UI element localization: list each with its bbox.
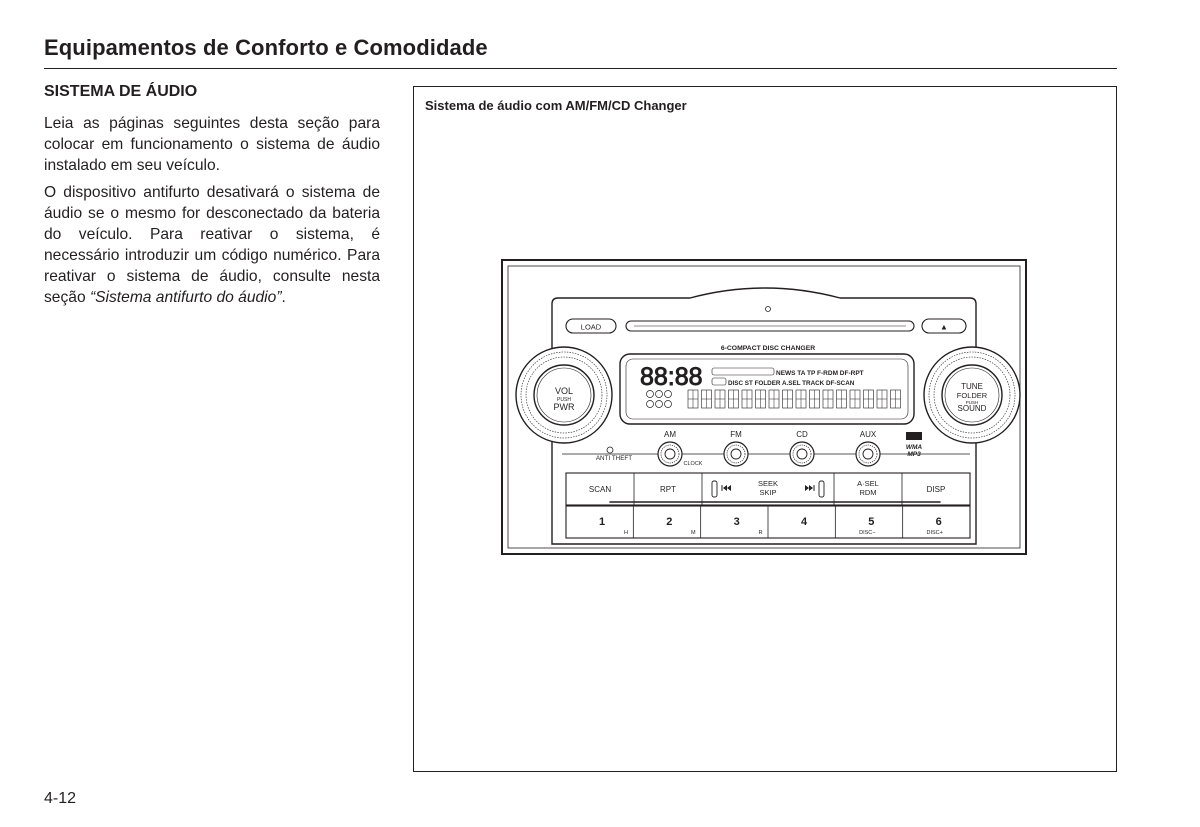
- skip-label: SKIP: [759, 488, 777, 497]
- rdm-label: RDM: [859, 488, 877, 497]
- page-title: Equipamentos de Conforto e Comodidade: [44, 35, 488, 60]
- display-indicators-row2: DISC ST FOLDER A.SEL TRACK DF-SCAN: [728, 380, 855, 387]
- preset-sublabel-5: DISC−: [859, 530, 876, 536]
- clock-digits: 88:88: [640, 363, 703, 391]
- preset-sublabel-6: DISC+: [926, 530, 943, 536]
- anti-theft-paragraph-text: O dispositivo antifurto desativará o sistema de áudio se o mesmo for desconectado da bateria do veículo. Para reativar o sistema, é necessário introduzir um código numérico. Para reativar o sistema de áudio, consulte nesta seção: [44, 184, 380, 306]
- display-indicators-row1: NEWS TA TP F-RDM DF-RPT: [776, 370, 864, 377]
- radio-illustration: [500, 258, 1030, 558]
- preset-buttons: [566, 506, 970, 538]
- vol-push-label: PUSH: [557, 397, 571, 403]
- vol-label: VOL: [554, 386, 574, 396]
- preset-number-1: 1: [598, 516, 606, 528]
- changer-label: 6-COMPACT DISC CHANGER: [720, 345, 816, 352]
- sound-label: SOUND: [957, 404, 987, 413]
- asel-label: A·SEL: [857, 479, 879, 488]
- disp-label: DISP: [926, 485, 946, 494]
- tune-label: TUNE: [961, 382, 983, 391]
- anti-theft-paragraph-end: .: [281, 289, 286, 306]
- pwr-label: PWR: [553, 402, 575, 412]
- tune-push-label: PUSH: [965, 400, 979, 405]
- mode-button-am[interactable]: [658, 442, 682, 466]
- mode-label-am: AM: [664, 430, 676, 439]
- preset-sublabel-3: R: [758, 530, 763, 536]
- preset-number-4: 4: [800, 516, 808, 528]
- mode-button-cd[interactable]: [790, 442, 814, 466]
- mp3-badge: MP3: [907, 451, 921, 458]
- anti-theft-reference: “Sistema antifurto do áudio”: [89, 289, 282, 306]
- mode-label-cd: CD: [796, 430, 808, 439]
- preset-sublabel-2: M: [691, 530, 696, 536]
- rpt-label: RPT: [660, 485, 676, 494]
- section-heading: SISTEMA DE ÁUDIO: [44, 83, 198, 100]
- mode-button-fm[interactable]: [724, 442, 748, 466]
- eject-icon: ▲: [940, 322, 948, 332]
- preset-number-5: 5: [868, 516, 875, 528]
- load-label: LOAD: [580, 322, 602, 332]
- preset-number-3: 3: [733, 516, 740, 528]
- intro-paragraph: Leia as páginas seguintes desta seção para colocar em funcionamento o sistema de áudio instalado em seu veículo.: [44, 115, 380, 174]
- mode-button-aux[interactable]: [856, 442, 880, 466]
- page-number: 4-12: [44, 790, 77, 807]
- figure-caption: Sistema de áudio com AM/FM/CD Changer: [425, 98, 687, 113]
- anti-theft-label: ANTI THEFT: [595, 455, 633, 462]
- format-badge-block: [906, 432, 922, 440]
- folder-label: FOLDER: [956, 391, 988, 400]
- clock-label: CLOCK: [683, 461, 703, 467]
- title-rule: [44, 68, 1117, 69]
- scan-label: SCAN: [588, 485, 612, 494]
- mode-label-fm: FM: [730, 430, 742, 439]
- preset-sublabel-1: H: [624, 530, 628, 536]
- wma-badge: WMA: [905, 444, 923, 451]
- seek-label: SEEK: [757, 479, 779, 488]
- preset-number-2: 2: [666, 516, 673, 528]
- preset-number-6: 6: [935, 516, 942, 528]
- anti-theft-paragraph: [44, 182, 380, 308]
- mode-label-aux: AUX: [859, 430, 877, 439]
